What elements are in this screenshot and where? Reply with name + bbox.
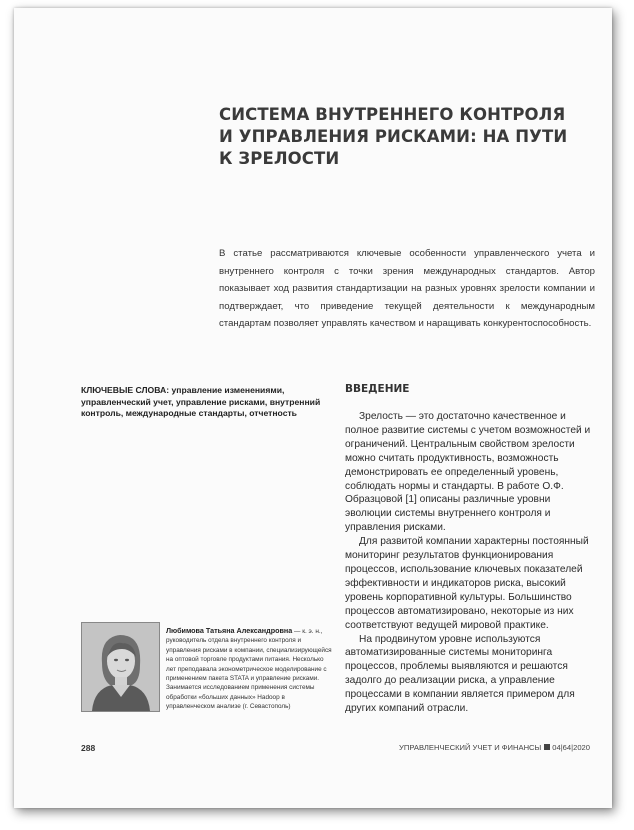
journal-issue: 04|64|2020 [552,743,590,752]
title-line: И УПРАВЛЕНИЯ РИСКАМИ: НА ПУТИ [219,127,568,146]
article-body [345,410,599,716]
square-bullet-icon [544,744,550,750]
article-title [219,104,568,170]
author-name: Любимова Татьяна Александровна [166,626,293,635]
title-line: СИСТЕМА ВНУТРЕННЕГО КОНТРОЛЯ [219,105,566,124]
page-number: 288 [81,743,96,753]
author-bio [166,626,332,712]
author-description: — к. э. н., руководитель отдела внутреннего контроля и управления рисками в компании, специализирующейся на оптовой торговле продуктами питания. Несколько лет преподавала эконометрическое моделирование с применением пакета STATA и управление рисками. Занимается исследованием применения системы обработки «больших данных» Hadoop в управленческом анализе (г. Севастополь) [166,628,332,711]
body-paragraph: На продвинутом уровне используются автоматизированные системы мониторинга процессов, проблемы выявляются и решаются задолго до реализации риска, а управление процессами в компании является примером для других компаний отрасли. [345,633,575,715]
article-keywords: КЛЮЧЕВЫЕ СЛОВА: управление изменениями, управленческий учет, управление рисками, внутренний контроль, международные стандарты, отчетность [81,385,321,419]
section-heading-introduction: ВВЕДЕНИЕ [345,383,410,395]
body-paragraph: Зрелость — это достаточно качественное и полное развитие системы с учетом возможностей и ограничений. Центральным свойством зрелости можно считать продуктивность, возможность демонстрировать ее определенный уровень, соблюдать нормы и стандарты. В работе О.Ф. Образцовой [1] описаны различные уровни эволюции системы внутреннего контроля и управления рисками. [345,411,591,534]
article-abstract: В статье рассматриваются ключевые особенности управленческого учета и внутреннего контроля с точки зрения международных стандартов. Автор показывает ход развития стандартизации на разных уровнях зрелости компании и подтверждает, что приведение текущей деятельности к международным стандартам позволяет управлять качеством и наращивать конкурентоспособность. [219,248,595,329]
author-photo [81,622,160,712]
title-line: К ЗРЕЛОСТИ [219,149,340,168]
journal-name: УПРАВЛЕНЧЕСКИЙ УЧЕТ И ФИНАНСЫ [399,743,542,752]
body-paragraph: Для развитой компании характерны постоянный мониторинг результатов функционирования процессов, использование ключевых показателей эффективности и индикаторов риска, высокий уровень корпоративной культуры. Большинство процессов автоматизировано, некоторые из них соответствуют ведущей мировой практике. [345,536,589,631]
journal-footer [399,743,590,752]
author-portrait-icon [82,623,159,711]
journal-page [14,8,612,808]
